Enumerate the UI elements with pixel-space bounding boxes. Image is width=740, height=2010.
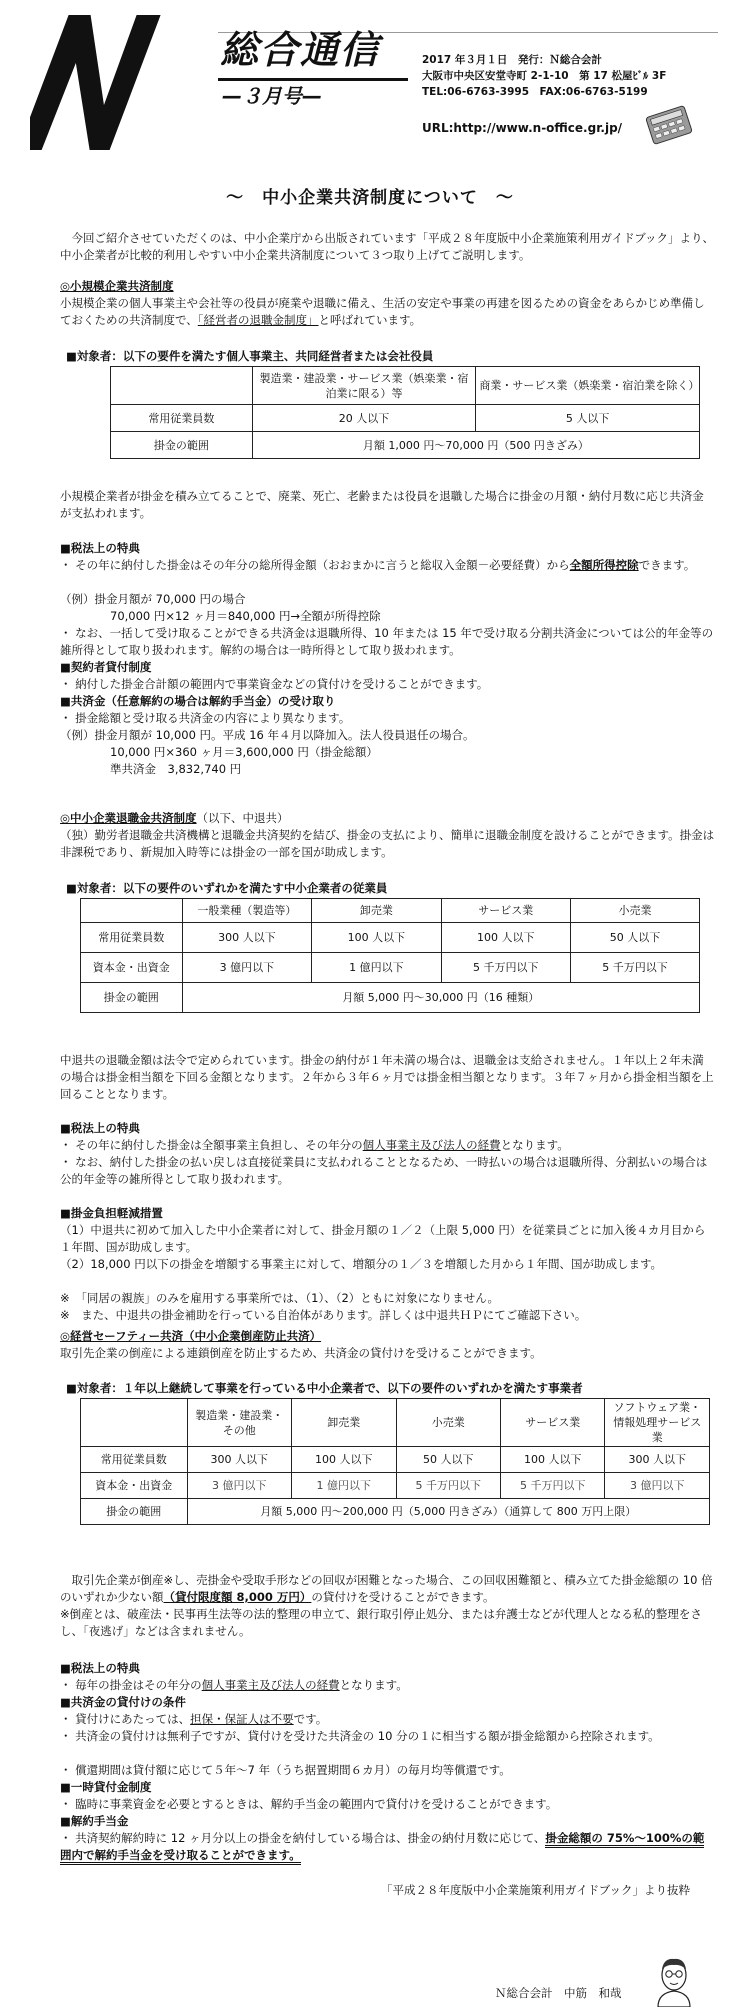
n-logo-icon [30,5,170,155]
newsletter-title: 総合通信 [220,28,381,72]
table-cell: 50 人以下 [396,1447,500,1473]
table-cell: 月額 5,000 円～30,000 円（16 種類） [182,983,699,1013]
table-cell: 3 億円以下 [605,1473,710,1499]
section1-example-3: （例）掛金月額が 10,000 円。平成 16 年４月以降加入。法人役員退任の場合。 [60,728,475,742]
table-row-label: 掛金の範囲 [81,1499,188,1525]
table-cell: 100 人以下 [292,1447,397,1473]
section3-loan-2: ・ 共済金の貸付けは無利子ですが、貸付けを受けた共済金の 10 分の１に相当する額が掛金総額から控除されます。 [60,1729,660,1743]
section3-after-1: 取引先企業が倒産※し、売掛金や受取手形などの回収が困難となった場合、この回収困難額と、積み立てた掛金総額の 10 倍のいずれか少ない額（貸付限度額 8,000 万円）の貸付けを受けることができます。 [60,1573,713,1604]
section1-surrender-heading: ■共済金（任意解約の場合は解約手当金）の受け取り [60,694,336,708]
table-header: ソフトウェア業・情報処理サービス業 [605,1399,710,1447]
table-row-label: 常用従業員数 [81,1447,188,1473]
table-cell: 20 人以下 [252,405,476,432]
table-cell: 100 人以下 [312,923,441,953]
table-cell: 300 人以下 [182,923,312,953]
table-cell: 5 千万円以下 [396,1473,500,1499]
table-header: サービス業 [500,1399,605,1447]
section3-temporary-heading: ■一時貸付金制度 [60,1780,152,1794]
website-url[interactable]: URL:http://www.n-office.gr.jp/ [422,121,623,135]
section3-cancel-heading: ■解約手当金 [60,1814,129,1828]
section2-tax-heading: ■税法上の特典 [60,1121,140,1135]
section1-table [110,366,700,459]
table-cell: 50 人以下 [571,923,700,953]
section1-heading: ◎小規模企業共済制度 [60,279,174,293]
table-cell: 300 人以下 [605,1447,710,1473]
table-cell: 1 億円以下 [292,1473,397,1499]
section3-after-2: ※倒産とは、破産法・民事再生法等の法的整理の申立て、銀行取引停止処分、または弁護士などが代理人となる私的整理をさし、「夜逃げ」などは含まれません。 [60,1607,702,1638]
table-cell: 月額 5,000 円～200,000 円（5,000 円きざみ）（通算して 800 万円上限） [187,1499,710,1525]
table-cell: 100 人以下 [441,923,570,953]
table-cell: 月額 1,000 円～70,000 円（500 円きざみ） [252,432,699,459]
section1-loan-heading: ■契約者貸付制度 [60,660,152,674]
section3-loan-heading: ■共済金の貸付けの条件 [60,1695,186,1709]
table-cell: 3 億円以下 [187,1473,292,1499]
title-underline [218,78,408,81]
issue-label: —３月号— [222,84,322,108]
table-header: サービス業 [441,899,570,923]
table-cell [81,1399,188,1447]
section2-description: （独）勤労者退職金共済機構と退職金共済契約を結び、掛金の支払により、簡単に退職金制度を設けることができます。掛金は非課税であり、新規加入時等には掛金の一部を国が助成します。 [60,828,715,859]
table-row-label: 掛金の範囲 [81,983,183,1013]
table-row-label: 常用従業員数 [81,923,183,953]
section1-example-1: （例）掛金月額が 70,000 円の場合 [60,592,246,606]
publisher-info [422,52,666,100]
table-cell: 300 人以下 [187,1447,292,1473]
table-header: 商業・サービス業（娯楽業・宿泊業を除く） [476,367,700,405]
table-header: 卸売業 [312,899,441,923]
section1-after: 小規模企業者が掛金を積み立てることで、廃業、死亡、老齢または役員を退職した場合に掛金の月額・納付月数に応じ共済金が支払われます。 [60,489,704,520]
table-header: 製造業・建設業・サービス業（娯楽業・宿泊業に限る）等 [252,367,476,405]
section1-tax-heading: ■税法上の特典 [60,541,140,555]
section1-tax-2: ・ なお、一括して受け取ることができる共済金は退職所得、10 年または 15 年で受け取る分割共済金については公的年金等の雑所得として取り扱われます。解約の場合は一時所得として取り扱われます。 [60,626,714,657]
table-cell: 5 千万円以下 [571,953,700,983]
table-row-label: 掛金の範囲 [111,432,253,459]
table-cell: 5 人以下 [476,405,700,432]
table-cell [81,899,183,923]
table-row-label: 資本金・出資金 [81,1473,188,1499]
intro-paragraph: 今回ご紹介させていただくのは、中小企業庁から出版されています「平成２８年度版中小企業施策利用ガイドブック」より、中小企業者が比較的利用しやすい中小企業共済制度について３つ取り上げてご説明します。 [60,231,714,262]
section3-cancel-1: ・ 共済契約解約時に 12 ヶ月分以上の掛金を納付している場合は、掛金の納付月数に応じて、掛金総額の 75%～100%の範囲内で解約手当金を受け取ることができます。 [60,1830,715,1864]
section2-tax-2: ・ なお、納付した掛金の払い戻しは直接従業員に支払われることとなるため、一時払いの場合は退職所得、分割払いの場合は公的年金等の雑所得として取り扱われます。 [60,1155,708,1186]
section3-tax-heading: ■税法上の特典 [60,1661,140,1675]
section3-loan-3: ・ 償還期間は貸付額に応じて５年～7 年（うち据置期間６カ月）の毎月均等償還です。 [60,1763,511,1777]
section1-tax-1: ・ その年に納付した掛金はその年分の総所得金額（おおまかに言うと総収入金額－必要経費）から全額所得控除できます。 [60,558,696,572]
section2-note-1: ※ 「同居の親族」のみを雇用する事業所では、（1）、（2）ともに対象になりません。 [60,1291,499,1305]
section2-target: ■対象者：以下の要件のいずれかを満たす中小企業者の従業員 [66,881,388,895]
section1-example-4: 10,000 円×360 ヶ月＝3,600,000 円（掛金総額） [110,745,378,759]
section3-tax-1: ・ 毎年の掛金はその年分の個人事業主及び法人の経費となります。 [60,1678,408,1692]
section2-reduction-2: （2）18,000 円以下の掛金を増額する事業主に対して、増額分の１／３を増額した月から１年間、国が助成します。 [60,1257,663,1271]
section3-target: ■対象者：１年以上継続して事業を行っている中小企業者で、以下の要件のいずれかを満たす事業者 [66,1381,583,1395]
author-portrait-icon [650,1955,698,2007]
table-cell: 1 億円以下 [312,953,441,983]
section3-temporary-1: ・ 臨時に事業資金を必要とするときは、解約手当金の範囲内で貸付けを受けることができます。 [60,1797,558,1811]
table-header: 一般業種（製造等） [182,899,312,923]
table-header: 小売業 [571,899,700,923]
section1-target: ■対象者：以下の要件を満たす個人事業主、共同経営者または会社役員 [66,349,434,363]
article-title: ～ 中小企業共済制度について ～ [226,188,514,208]
tel-line: TEL:06-6763-3995 FAX:06-6763-5199 [422,86,648,98]
table-row-label: 資本金・出資金 [81,953,183,983]
table-cell [111,367,253,405]
section3-description: 取引先企業の倒産による連鎖倒産を防止するため、共済金の貸付けを受けることができます。 [60,1346,542,1360]
section2-after: 中退共の退職金額は法令で定められています。掛金の納付が１年未満の場合は、退職金は支給されません。１年以上２年未満の場合は掛金相当額を下回る金額となります。２年から３年６ヶ月では掛金相当額となります。３年７ヶ月から掛金相当額を上回ることとなります。 [60,1053,714,1101]
table-cell: 100 人以下 [500,1447,605,1473]
signature: Ｎ総合会計 中筋 和哉 [495,1986,622,2000]
section3-table [80,1398,710,1525]
table-row-label: 常用従業員数 [111,405,253,432]
source-note: 「平成２８年度版中小企業施策利用ガイドブック」より抜粋 [380,1883,690,1897]
section2-note-2: ※ また、中退共の掛金補助を行っている自治体があります。詳しくは中退共ＨＰにてご確認下さい。 [60,1308,587,1322]
table-cell: 3 億円以下 [182,953,312,983]
section1-surrender-1: ・ 掛金総額と受け取る共済金の内容により異なります。 [60,711,351,725]
section2-tax-1: ・ その年に納付した掛金は全額事業主負担し、その年分の個人事業主及び法人の経費となります。 [60,1138,569,1152]
table-header: 製造業・建設業・その他 [187,1399,292,1447]
section1-description: 小規模企業の個人事業主や会社等の役員が廃業や退職に備え、生活の安定や事業の再建を図るための資金をあらかじめ準備しておくための共済制度で、「経営者の退職金制度」と呼ばれています。 [60,296,705,327]
table-header: 卸売業 [292,1399,397,1447]
header [0,0,740,160]
table-header: 小売業 [396,1399,500,1447]
table-cell: 5 千万円以下 [441,953,570,983]
section1-example-5: 準共済金 3,832,740 円 [110,762,242,776]
section2-reduction-heading: ■掛金負担軽減措置 [60,1206,163,1220]
section2-reduction-1: （1）中退共に初めて加入した中小企業者に対して、掛金月額の１／２（上限 5,000 円）を従業員ごとに加入後４カ月目から１年間、国が助成します。 [60,1223,706,1254]
section3-heading: ◎経営セーフティー共済（中小企業倒産防止共済） [60,1329,322,1343]
section3-loan-1: ・ 貸付けにあたっては、担保・保証人は不要です。 [60,1712,328,1726]
section2-table [80,898,700,1013]
address-line: 大阪市中央区安堂寺町 2-1-10 第 17 松屋ﾋﾞﾙ 3F [422,70,667,82]
date-line: 2017 年３月１日 発行：Ｎ総合会計 [422,54,602,66]
section2-heading: ◎中小企業退職金共済制度（以下、中退共） [60,811,289,825]
section1-loan-1: ・ 納付した掛金合計額の範囲内で事業資金などの貸付けを受けることができます。 [60,677,489,691]
table-cell: 5 千万円以下 [500,1473,605,1499]
section1-example-2: 70,000 円×12 ヶ月＝840,000 円→全額が所得控除 [110,609,381,623]
calculator-icon [645,105,693,145]
